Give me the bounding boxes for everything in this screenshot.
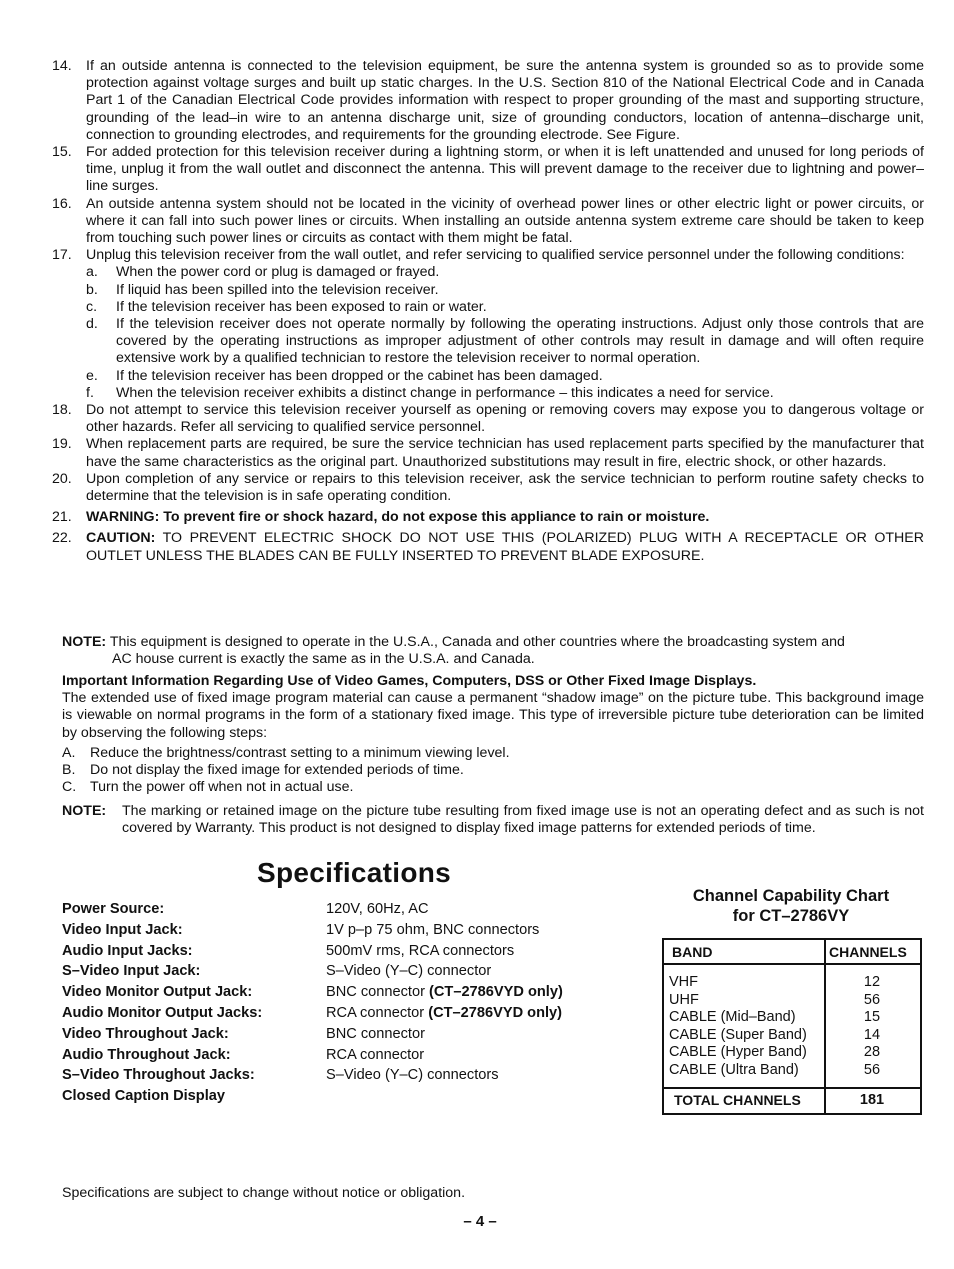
spec-label: Power Source: — [62, 901, 165, 917]
channel-capability-table — [662, 938, 922, 1115]
safety-item-21 — [52, 509, 924, 526]
item-text: For added protection for this television receiver during a lightning storm, or when it is left unattended and unused for long periods of time, unplug it from the wall outlet and disconnect the antenna. This will prevent damage to the receiver due to lightning and power–line surges. — [86, 144, 924, 195]
fixed-image-steps — [62, 745, 924, 797]
channels-cell: 15 — [863, 1009, 881, 1025]
note-label: NOTE: — [62, 634, 107, 650]
condition-letter: f. — [86, 384, 94, 401]
item-number: 21. — [52, 509, 72, 526]
condition-item — [86, 368, 924, 385]
important-text: The extended use of fixed image program material can cause a permanent “shadow image” on the picture tube. This background image is viewable on normal programs in the form of a stationary fixed image. This type of irreversible picture tube deterioration can be limited by observing the following steps: — [62, 690, 924, 741]
spec-label: S–Video Throughout Jacks: — [62, 1067, 255, 1084]
caution-text: TO PREVENT ELECTRIC SHOCK DO NOT USE THIS (POLARIZED) PLUG WITH A RECEPTACLE OR OTHER OUTLET UNLESS THE BLADES CAN BE FULLY INSERTED TO PREVENT BLADE EXPOSURE. — [86, 530, 924, 564]
note-broadcasting — [62, 634, 924, 668]
step-letter: C. — [62, 779, 77, 796]
condition-text: When the television receiver exhibits a distinct change in performance – this indicates a need for service. — [116, 384, 774, 401]
specifications-list — [62, 901, 622, 1109]
step-text: Reduce the brightness/contrast setting to a minimum viewing level. — [90, 745, 510, 761]
item-text: Unplug this television receiver from the wall outlet, and refer servicing to qualified service personnel under the following conditions: — [86, 247, 905, 264]
step-item — [62, 762, 924, 779]
band-cell: UHF — [669, 991, 699, 1008]
condition-item — [86, 316, 924, 368]
condition-letter: b. — [86, 281, 98, 298]
spec-value: BNC connector — [326, 1025, 425, 1042]
specifications-disclaimer: Specifications are subject to change without notice or obligation. — [62, 1185, 466, 1201]
step-item — [62, 779, 924, 796]
spec-row — [62, 1047, 622, 1068]
channels-cell: 56 — [863, 1061, 881, 1078]
band-cell: CABLE (Ultra Band) — [669, 1061, 799, 1078]
specifications-title: Specifications — [257, 857, 452, 888]
band-cell: CABLE (Hyper Band) — [669, 1044, 807, 1060]
safety-item-15 — [52, 144, 924, 196]
band-cell: VHF — [669, 974, 698, 990]
spec-label: Audio Monitor Output Jacks: — [62, 1004, 263, 1021]
item-text: Upon completion of any service or repairs to this television receiver, ask the service technician to perform routine safety checks to determine that the television is in safe operating condition. — [86, 470, 924, 505]
step-text: Turn the power off when not in actual use. — [90, 779, 354, 796]
condition-text: If the television receiver has been dropped or the cabinet has been damaged. — [116, 367, 603, 384]
spec-row — [62, 901, 622, 922]
condition-text: If the television receiver has been exposed to rain or water. — [116, 298, 487, 315]
note-text: The marking or retained image on the picture tube resulting from fixed image use is not an operating defect and as such is not covered by Warranty. This product is not designed to display fixed image patterns for extended periods of time. — [122, 803, 924, 837]
item-text: When replacement parts are required, be sure the service technician has used replacement parts specified by the manufacturer that have the same characteristics as the original part. Unauthorized substitutions may result in fire, electric shock, or other hazards. — [86, 436, 924, 470]
item-text: Do not attempt to service this television receiver yourself as opening or removing covers may expose you to dangerous voltage or other hazards. Refer all servicing to qualified service personnel. — [86, 402, 924, 436]
note-fixed-image — [62, 803, 924, 837]
spec-label: Video Input Jack: — [62, 921, 183, 938]
header-divider — [664, 963, 920, 965]
safety-item-16 — [52, 196, 924, 248]
spec-row — [62, 922, 622, 943]
channels-cell: 12 — [863, 974, 881, 990]
warning-text: WARNING: To prevent fire or shock hazard, do not expose this appliance to rain or moisture. — [86, 509, 710, 526]
item-number: 22. — [52, 530, 72, 547]
header-channels: CHANNELS — [829, 944, 907, 960]
channels-cell: 28 — [863, 1044, 881, 1060]
condition-text: If the television receiver does not operate normally by following the operating instructions. Adjust only those controls that are covered by the operating instructions as improper adjustment of other controls may result in damage and will often require extensive work by a qualified technician to restore the television receiver to normal operation. — [116, 316, 924, 367]
caution-label: CAUTION: — [86, 530, 156, 547]
condition-text: If liquid has been spilled into the television receiver. — [116, 281, 439, 298]
spec-value: BNC connector (CT–2786VYD only) — [326, 984, 563, 1001]
band-cell: CABLE (Mid–Band) — [669, 1009, 796, 1025]
spec-value: 1V p–p 75 ohm, BNC connectors — [326, 921, 540, 938]
spec-value: 500mV rms, RCA connectors — [326, 942, 515, 959]
item-number: 15. — [52, 144, 72, 161]
spec-label: Video Monitor Output Jack: — [62, 984, 253, 1001]
service-conditions-list — [86, 264, 924, 402]
channels-cell: 56 — [863, 991, 881, 1008]
spec-value: RCA connector (CT–2786VYD only) — [326, 1004, 563, 1021]
step-text: Do not display the fixed image for extended periods of time. — [90, 762, 464, 779]
important-info-section — [62, 673, 924, 742]
condition-text: When the power cord or plug is damaged or frayed. — [116, 264, 440, 281]
channel-chart-title — [662, 886, 920, 926]
spec-label: Audio Input Jacks: — [62, 942, 193, 959]
note-label: NOTE: — [62, 803, 107, 819]
safety-item-22 — [52, 530, 924, 564]
band-cell: CABLE (Super Band) — [669, 1026, 807, 1043]
condition-item — [86, 282, 924, 299]
condition-letter: a. — [86, 264, 98, 281]
step-item — [62, 745, 924, 762]
item-number: 16. — [52, 195, 72, 212]
channels-cell: 14 — [863, 1026, 881, 1043]
safety-item-18 — [52, 402, 924, 436]
note-text-continued: AC house current is exactly the same as in the U.S.A. and Canada. — [112, 651, 535, 668]
spec-row — [62, 1005, 622, 1026]
spec-row — [62, 963, 622, 984]
step-letter: B. — [62, 762, 76, 779]
header-band: BAND — [672, 944, 713, 960]
condition-item — [86, 299, 924, 316]
item-number: 18. — [52, 402, 72, 419]
spec-row — [62, 1067, 622, 1088]
item-text: An outside antenna system should not be located in the vicinity of overhead power lines or other electric light or power circuits, or where it can fall into such power lines or circuits. When installing an outside antenna system extreme care should be taken to keep from touching such power lines or circuits as contact with them might be fatal. — [86, 195, 924, 247]
condition-letter: d. — [86, 316, 98, 333]
safety-instructions — [52, 58, 924, 565]
condition-letter: e. — [86, 367, 98, 384]
item-number: 14. — [52, 58, 72, 74]
item-number: 19. — [52, 436, 72, 453]
total-label: TOTAL CHANNELS — [674, 1092, 801, 1108]
spec-row — [62, 1088, 622, 1109]
spec-value: S–Video (Y–C) connector — [326, 963, 492, 980]
step-letter: A. — [62, 745, 76, 761]
spec-label: Video Throughout Jack: — [62, 1025, 229, 1042]
important-heading: Important Information Regarding Use of Video Games, Computers, DSS or Other Fixed Image Displays. — [62, 673, 757, 689]
spec-value: RCA connector — [326, 1046, 425, 1063]
spec-label: Audio Throughout Jack: — [62, 1046, 231, 1063]
condition-item — [86, 385, 924, 402]
spec-label: S–Video Input Jack: — [62, 963, 201, 980]
safety-item-14 — [52, 58, 924, 144]
spec-label: Closed Caption Display — [62, 1088, 225, 1105]
chart-title-line: Channel Capability Chart — [692, 887, 890, 905]
safety-item-19 — [52, 436, 924, 470]
spec-value: S–Video (Y–C) connectors — [326, 1067, 499, 1084]
total-value: 181 — [859, 1092, 885, 1108]
note-text: This equipment is designed to operate in the U.S.A., Canada and other countries where the broadcasting system and — [109, 634, 845, 650]
condition-item — [86, 264, 924, 281]
total-divider — [664, 1087, 920, 1089]
spec-row — [62, 984, 622, 1005]
chart-model-line: for CT–2786VY — [732, 907, 850, 925]
item-text: If an outside antenna is connected to the television equipment, be sure the antenna system is grounded so as to provide some protection against voltage surges and built up static charges. In the U.S. Section 810 of the National Electrical Code and in Canada Part 1 of the Canadian Electrical Code provides information with respect to proper grounding of the mast and supporting structure, grounding of the lead–in wire to an antenna discharge unit, size of grounding conductors, location of antenna–discharge unit, connection to grounding electrodes, and requirements for the grounding electrode. See Figure. — [86, 58, 924, 143]
spec-row — [62, 943, 622, 964]
spec-value: 120V, 60Hz, AC — [326, 901, 429, 917]
item-number: 17. — [52, 247, 72, 264]
condition-letter: c. — [86, 298, 98, 315]
safety-item-20 — [52, 471, 924, 505]
page-number: – 4 – — [463, 1213, 497, 1230]
item-number: 20. — [52, 470, 72, 487]
spec-row — [62, 1026, 622, 1047]
safety-item-17 — [52, 247, 924, 402]
